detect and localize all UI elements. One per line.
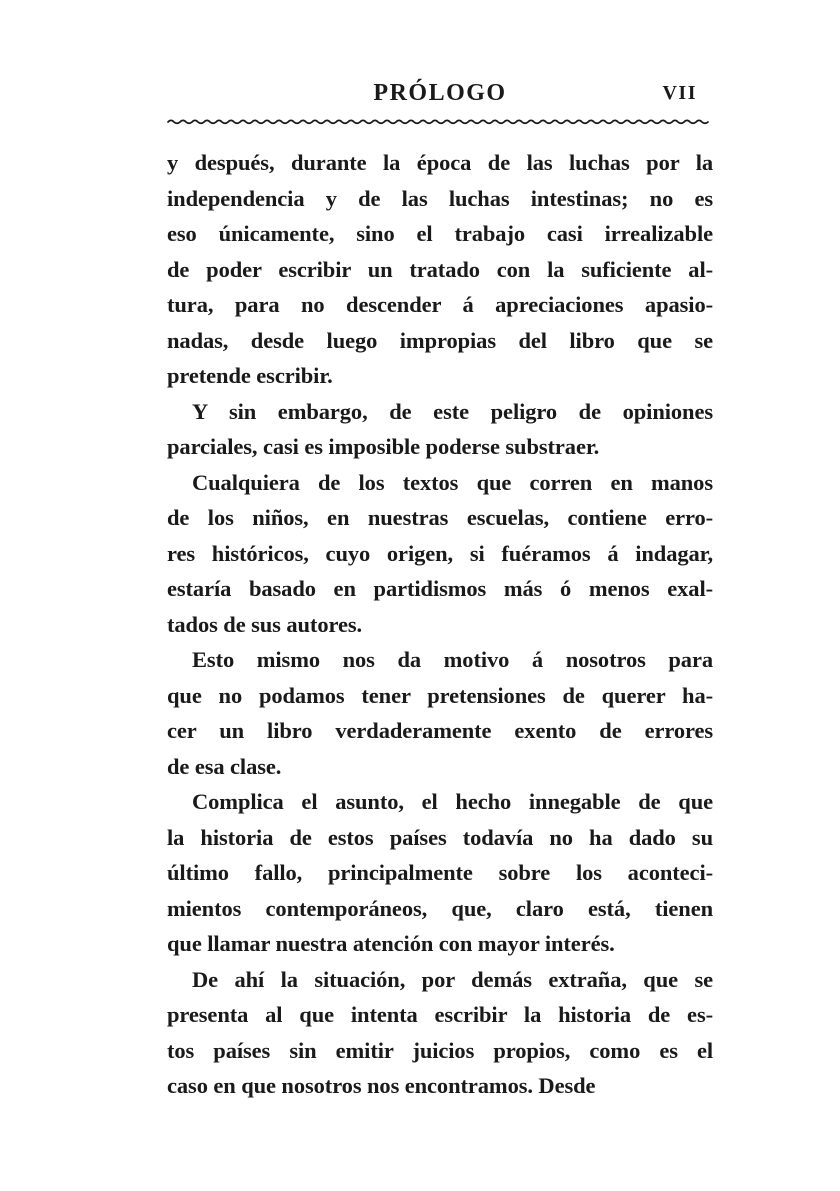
text-line: parciales, casi es imposible poderse substraer.	[167, 434, 600, 459]
text-line: de esa clase.	[167, 753, 282, 779]
text-line: Esto mismo nos da motivo á nosotros para	[192, 647, 713, 672]
text-column	[167, 80, 713, 1104]
text-line: último fallo, principalmente sobre los aconteci-	[167, 860, 713, 885]
page-title: PRÓLOGO	[373, 80, 507, 106]
text-line: tura, para no descender á apreciaciones apasio-	[167, 292, 713, 317]
text-line: res históricos, cuyo origen, si fuéramos á indagar,	[167, 540, 713, 566]
text-line: pretende escribir.	[167, 363, 333, 388]
text-line: y después, durante la época de las luchas por la	[167, 150, 713, 175]
text-line: Complica el asunto, el hecho innegable de que	[192, 789, 713, 814]
text-line: de los niños, en nuestras escuelas, contiene erro-	[167, 505, 713, 530]
text-line: caso en que nosotros nos encontramos. Desde	[167, 1073, 596, 1098]
text-line: que no podamos tener pretensiones de querer ha-	[167, 682, 713, 708]
text-line: que llamar nuestra atención con mayor interés.	[167, 931, 615, 956]
text-line: tados de sus autores.	[167, 611, 363, 637]
text-line: cer un libro verdaderamente exento de errores	[167, 718, 713, 743]
text-line: mientos contemporáneos, que, claro está, tienen	[167, 895, 713, 921]
text-line: presenta al que intenta escribir la historia de es-	[167, 1002, 713, 1027]
text-line: Y sin embargo, de este peligro de opiniones	[192, 398, 713, 424]
text-line: eso únicamente, sino el trabajo casi irrealizable	[167, 221, 713, 246]
text-line: De ahí la situación, por demás extraña, que se	[192, 966, 713, 992]
text-line: independencia y de las luchas intestinas; no es	[167, 185, 713, 211]
text-line: de poder escribir un tratado con la suficiente al-	[167, 256, 713, 282]
text-line: estaría basado en partidismos más ó menos exal-	[167, 576, 713, 601]
page-number: VII	[662, 82, 697, 104]
text-line: la historia de estos países todavía no ha dado su	[167, 824, 713, 850]
header-rule	[167, 115, 713, 127]
page-body	[167, 145, 713, 1104]
text-line: Cualquiera de los textos que corren en manos	[192, 469, 713, 495]
text-line: tos países sin emitir juicios propios, como es el	[167, 1037, 713, 1063]
running-header	[167, 80, 713, 106]
text-line: nadas, desde luego impropias del libro que se	[167, 327, 713, 353]
